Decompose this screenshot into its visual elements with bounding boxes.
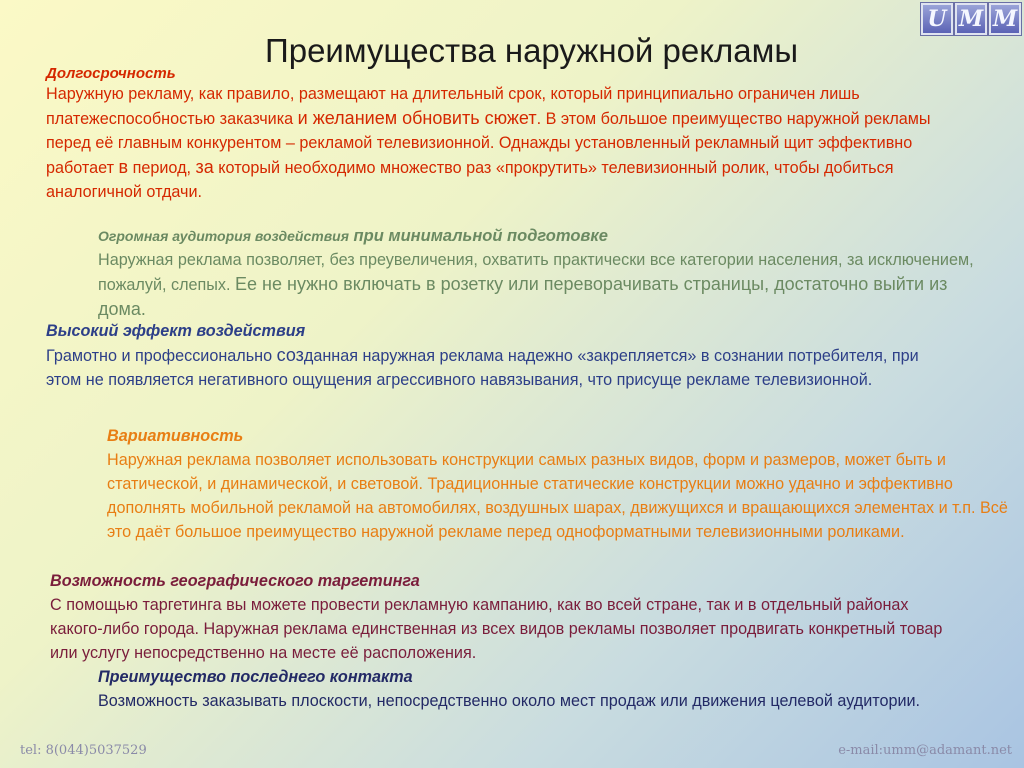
slide-title: Преимущества наружной рекламы — [265, 32, 799, 69]
footer-email: e-mail:umm@adamant.net — [838, 743, 1012, 758]
section-geo-targeting — [50, 569, 960, 665]
section-effect — [46, 319, 956, 392]
section-last-contact-heading: Преимущество последнего контакта — [98, 668, 413, 686]
section-geo-heading: Возможность географического таргетинга — [50, 572, 420, 590]
section-audience-heading: Огромная аудитория воздействия при минимальной подготовке — [98, 227, 608, 245]
section-effect-heading: Высокий эффект воздействия — [46, 322, 306, 340]
section-audience-text: Наружная реклама позволяет, без преувеличения, охватить практически все категории населения, за исключением, пожалуй, слепых. Ее не нужно включать в розетку или переворачивать страницы, достаточно выйти из дома. — [98, 251, 974, 319]
section-audience — [98, 224, 998, 322]
section-last-contact — [98, 665, 978, 713]
section-effect-text: Грамотно и профессионально созданная наружная реклама надежно «закрепляется» в сознании потребителя, при этом не появляется негативного ощущения агрессивного навязывания, что присуще рекламе телевизионной. — [46, 345, 919, 389]
section-last-contact-text: Возможность заказывать плоскости, непосредственно около мест продаж или движения целевой аудитории. — [98, 692, 921, 710]
section-longevity-text: Наружную рекламу, как правило, размещают на длительный срок, который принципиально ограничен лишь платежеспособностью заказчика и желанием обновить сюжет. В этом большое преимущество наружной рекламы перед её главным конкурентом – рекламой телевизионной. Однажды установленный рекламный щит эффективно работает в период, за который необходимо множество раз «прокрутить» телевизионный ролик, чтобы добиться аналогичной отдачи. — [46, 85, 931, 201]
section-variability-text: Наружная реклама позволяет использовать конструкции самых разных видов, форм и размеров, может быть и статической, и динамической, и световой. Традиционные статические конструкции можно удачно и эффективно дополнять мобильной рекламой на автомобилях, воздушных шарах, движущихся и вращающихся элементах и т.п. Всё это даёт большое преимущество наружной рекламе перед одноформатными телевизионными роликами. — [107, 451, 1008, 541]
logo-letter-m1: M — [955, 3, 987, 35]
section-variability — [107, 424, 1012, 544]
section-longevity — [46, 66, 966, 204]
section-variability-heading: Вариативность — [107, 427, 244, 445]
logo-letter-u: U — [921, 3, 953, 35]
section-geo-text: С помощью таргетинга вы можете провести рекламную кампанию, как во всей стране, так и в отдельный районах какого-либо города. Наружная реклама единственная из всех видов рекламы позволяет продвигать конкретный товар или услугу непосредственно на месте её расположения. — [50, 596, 943, 662]
footer-phone: tel: 8(044)5037529 — [20, 743, 147, 758]
section-longevity-heading: Долгосрочность — [46, 65, 176, 82]
logo-letter-m2: M — [989, 3, 1021, 35]
umm-logo — [921, 3, 1021, 35]
